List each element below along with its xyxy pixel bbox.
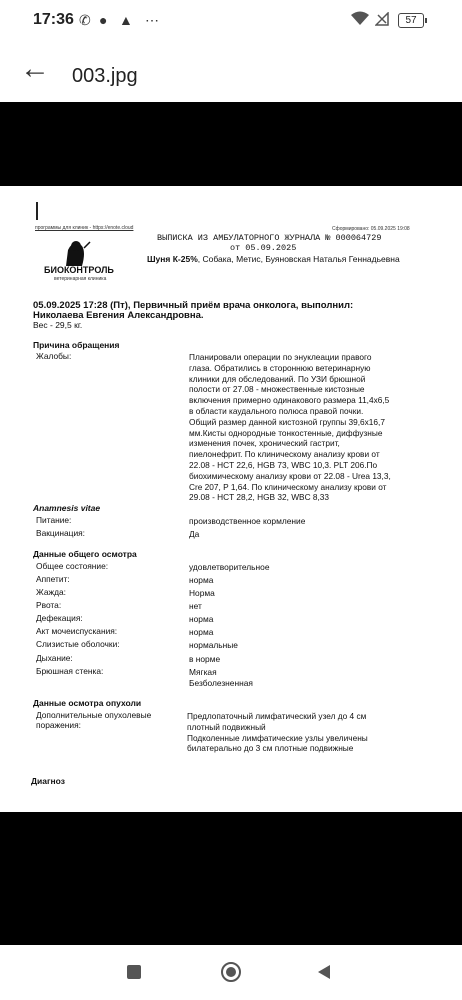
row-value: производственное кормление	[189, 516, 306, 526]
top-link: программы для клиник - https://enote.cloud	[35, 225, 134, 231]
whatsapp-icon: ✆	[79, 12, 91, 28]
row-label: Жажда:	[36, 587, 66, 597]
logo-name: БИОКОНТРОЛЬ	[44, 265, 114, 275]
tumor-text: Предлопаточный лимфатический узел до 4 см плотный подвижный Подколенные лимфатические узлы увеличены билатерально до 3 см плотные подвижные	[187, 711, 368, 754]
warning-icon: ▲	[119, 12, 133, 28]
status-bar	[0, 0, 462, 40]
row-label: Рвота:	[36, 600, 62, 610]
patient-info: , Собака, Метис, Буяновская Наталья Геннадьевна	[197, 254, 400, 264]
sim-icon	[375, 12, 389, 29]
status-time: 17:36	[33, 11, 74, 28]
patient-line	[147, 254, 400, 264]
section-exam: Данные общего осмотра	[33, 549, 137, 559]
wifi-icon	[350, 10, 370, 29]
row-label: Вакцинация:	[36, 528, 86, 538]
patient-name: Шуня К-25%	[147, 254, 198, 264]
header-title: ВЫПИСКА ИЗ АМБУЛАТОРНОГО ЖУРНАЛА № 000064729	[157, 233, 382, 243]
row-label: Брюшная стенка:	[36, 666, 104, 676]
section-tumor: Данные осмотра опухоли	[33, 698, 142, 708]
weight: Вес - 29,5 кг.	[33, 320, 83, 330]
row-value: нет	[189, 601, 202, 611]
row-label: Дефекация:	[36, 613, 83, 623]
row-value-extra: Безболезненная	[189, 678, 253, 688]
complaints-text: Планировали операции по энуклеации правого глаза. Обратились в стороннюю ветеринарную клиники для обследований. По УЗИ брюшной полости от 27.08 - множественные кистозные включения примерно одинакового размера 11,4х6,5 в области каудального полюса правой почки. Общий размер данной кистозной группы 39,6х16,7 мм.Кисты однородные тонкостенные, диффузные изменения почек, хронический гастрит, пиелонефрит. По клиническому анализу крови от 22.08 - HCT 22,6, HGB 73, WBC 10,3. PLT 206.По биохимическому анализу крови от 22.08 - Urea 13,3, Cre 207, P 1,64. По клиническому анализу крови от 29.08 - HCT 28,2, HGB 32, WBC 8,33	[189, 352, 391, 503]
row-label: Общее состояние:	[36, 561, 109, 571]
generated-date: Сформировано: 05.09.2025 19:08	[332, 226, 410, 232]
chat-icon: ●	[99, 12, 108, 28]
tumor-label-2: поражения:	[36, 720, 81, 730]
row-value: норма	[189, 614, 214, 624]
tumor-label-1: Дополнительные опухолевые	[36, 710, 152, 720]
section-anamnesis: Anamnesis vitae	[33, 503, 101, 513]
row-value: нормальные	[189, 640, 238, 650]
section-diagnosis: Диагноз	[31, 776, 65, 786]
more-dots-icon: ⋯	[145, 12, 159, 28]
logo-subtitle: ветеринарная клиника	[54, 276, 107, 282]
row-value: удовлетворительное	[189, 562, 270, 572]
complaints-label: Жалобы:	[36, 351, 72, 361]
visit-line-1: 05.09.2025 17:28 (Пт), Первичный приём врача онколога, выполнил:	[33, 300, 354, 311]
recents-square-icon[interactable]	[127, 965, 141, 979]
app-bar	[0, 40, 462, 102]
navigation-bar	[0, 945, 462, 1000]
row-label: Слизистые оболочки:	[36, 639, 120, 649]
row-value: Да	[189, 529, 200, 539]
row-value: Мягкая	[189, 667, 217, 677]
section-reason: Причина обращения	[33, 340, 120, 350]
row-label: Дыхание:	[36, 653, 73, 663]
row-value: Норма	[189, 588, 215, 598]
visit-line-2: Николаева Евгения Александровна.	[33, 310, 204, 321]
header-date: от 05.09.2025	[230, 243, 297, 253]
row-label: Аппетит:	[36, 574, 70, 584]
battery-icon: 57	[398, 13, 424, 28]
home-circle-icon[interactable]	[221, 962, 241, 982]
file-title: 003.jpg	[72, 65, 138, 87]
row-value: норма	[189, 575, 214, 585]
arrow-left-icon[interactable]: ←	[20, 52, 50, 85]
row-value: норма	[189, 627, 214, 637]
row-label: Питание:	[36, 515, 72, 525]
document-image[interactable]	[0, 186, 462, 812]
row-value: в норме	[189, 654, 221, 664]
back-triangle-icon[interactable]	[318, 965, 330, 979]
pen-mark	[36, 202, 38, 220]
row-label: Акт мочеиспускания:	[36, 626, 118, 636]
